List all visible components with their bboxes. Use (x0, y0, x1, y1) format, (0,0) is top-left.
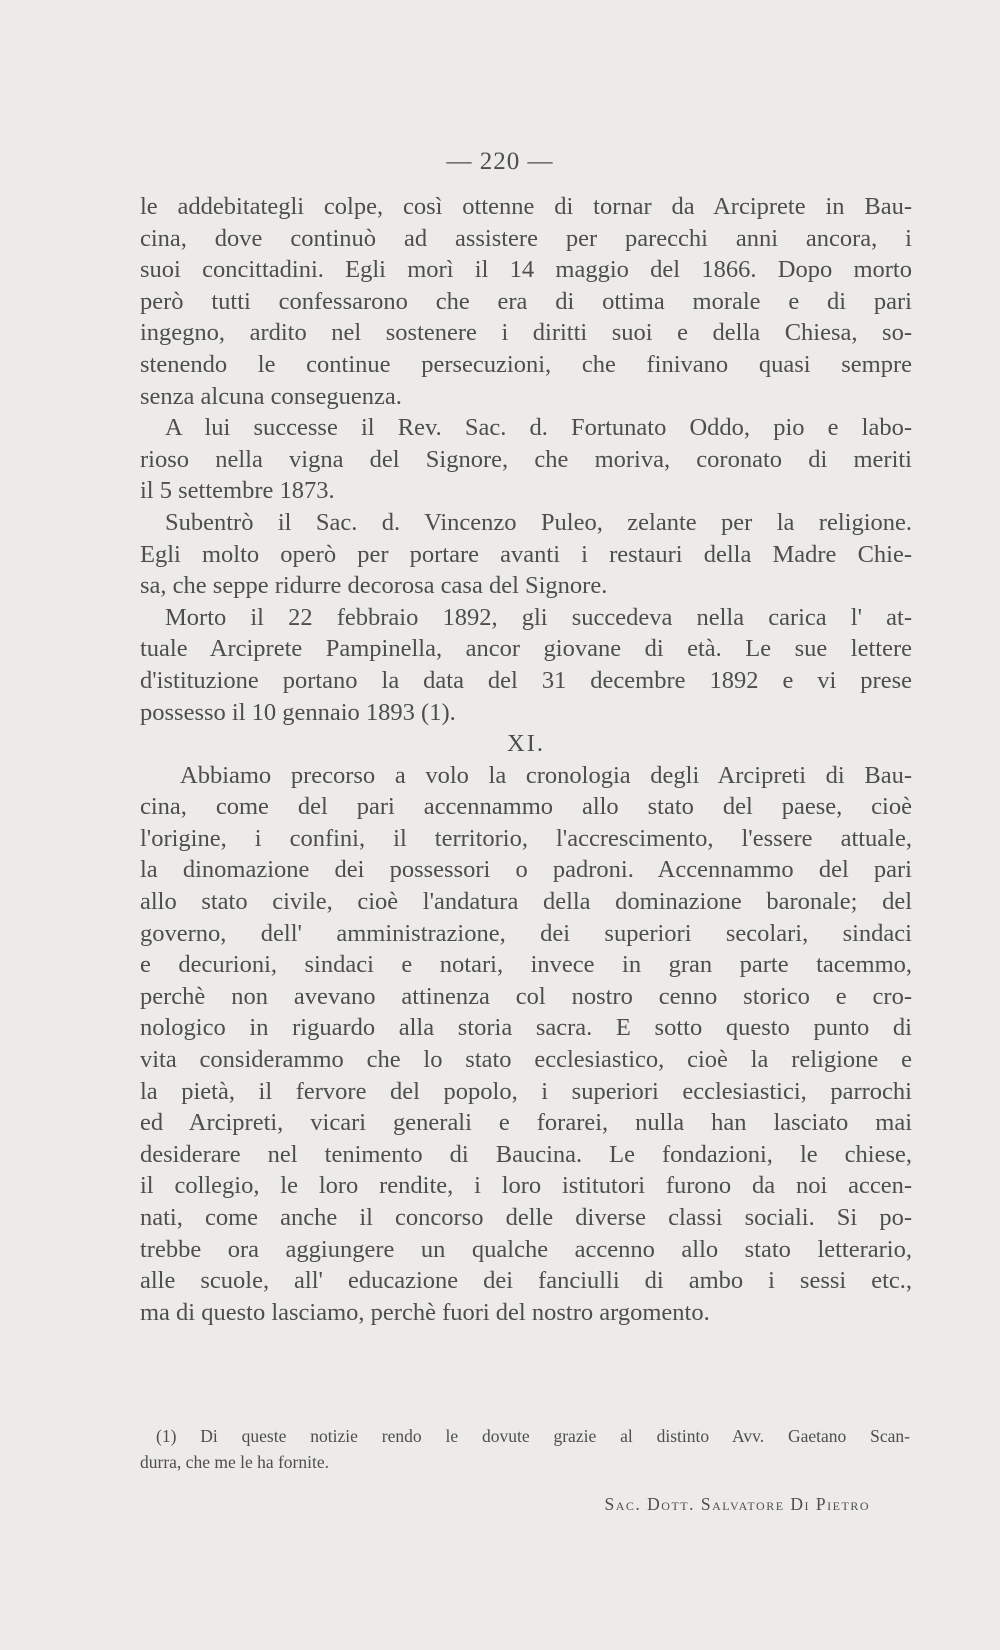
text-line: il 5 settembre 1873. (140, 477, 335, 505)
section-heading: XI. (507, 730, 545, 758)
footnote (140, 1423, 910, 1475)
main-text (140, 191, 912, 1328)
text-line: cina, dove continuò ad assistere per parecchi anni ancora, i (140, 224, 912, 252)
footnote-line: durra, che me le ha fornite. (140, 1452, 330, 1472)
text-line: nati, come anche il concorso delle diverse classi sociali. Si po- (140, 1204, 912, 1231)
text-line: Abbiamo precorso a volo la cronologia degli Arcipreti di Bau- (180, 761, 912, 789)
text-line: d'istituzione portano la data del 31 decembre 1892 e vi prese (140, 666, 912, 694)
text-line: la dinomazione dei possessori o padroni. Accennammo del pari (140, 856, 912, 884)
paragraph-group-2 (140, 760, 912, 1329)
text-line: governo, dell' amministrazione, dei superiori secolari, sindaci (140, 919, 912, 947)
footnote-line: (1) Di queste notizie rendo le dovute grazie al distinto Avv. Gaetano Scan- (156, 1426, 910, 1446)
text-line: sa, che seppe ridurre decorosa casa del Signore. (140, 572, 608, 600)
text-line: vita considerammo che lo stato ecclesiastico, cioè la religione e (140, 1046, 912, 1074)
author-signature: Sac. Dott. Salvatore Di Pietro (604, 1494, 870, 1514)
text-line: però tutti confessarono che era di ottima morale e di pari (140, 287, 912, 315)
text-line: e decurioni, sindaci e notari, invece in gran parte tacemmo, (140, 951, 912, 979)
text-line: nologico in riguardo alla storia sacra. E sotto questo punto di (140, 1014, 912, 1042)
text-line: stenendo le continue persecuzioni, che finivano quasi sempre (140, 350, 912, 378)
text-line: rioso nella vigna del Signore, che moriva, coronato di meriti (140, 445, 912, 473)
text-line: l'origine, i confini, il territorio, l'accrescimento, l'essere attuale, (140, 824, 912, 852)
text-line: senza alcuna conseguenza. (140, 382, 402, 410)
text-line: il collegio, le loro rendite, i loro istitutori furono da noi accen- (140, 1172, 912, 1200)
text-line: la pietà, il fervore del popolo, i superiori ecclesiastici, parrochi (140, 1077, 912, 1105)
text-line: trebbe ora aggiungere un qualche accenno allo stato letterario, (140, 1235, 912, 1263)
text-line: desiderare nel tenimento di Baucina. Le fondazioni, le chiese, (140, 1140, 912, 1168)
text-line: le addebitategli colpe, così ottenne di tornar da Arciprete in Bau- (140, 193, 912, 220)
paragraph-group-1 (140, 191, 912, 728)
text-line: A lui successe il Rev. Sac. d. Fortunato Oddo, pio e labo- (165, 414, 912, 442)
text-line: ma di questo lasciamo, perchè fuori del nostro argomento. (140, 1298, 710, 1326)
text-line: Egli molto operò per portare avanti i restauri della Madre Chie- (140, 540, 912, 568)
text-line: possesso il 10 gennaio 1893 (1). (140, 698, 456, 726)
page-number: — 220 — (446, 148, 554, 175)
text-line: ed Arcipreti, vicari generali e forarei, nulla han lasciato mai (140, 1109, 912, 1137)
text-line: allo stato civile, cioè l'andatura della dominazione baronale; del (140, 888, 912, 916)
text-line: ingegno, ardito nel sostenere i diritti suoi e della Chiesa, so- (140, 319, 912, 347)
text-line: suoi concittadini. Egli morì il 14 maggio del 1866. Dopo morto (140, 256, 912, 284)
text-line: alle scuole, all' educazione dei fanciulli di ambo i sessi etc., (140, 1267, 912, 1295)
text-line: Morto il 22 febbraio 1892, gli succedeva nella carica l' at- (165, 603, 912, 631)
text-line: Subentrò il Sac. d. Vincenzo Puleo, zelante per la religione. (165, 508, 912, 536)
text-line: cina, come del pari accennammo allo stato del paese, cioè (140, 793, 912, 821)
text-line: tuale Arciprete Pampinella, ancor giovane di età. Le sue lettere (140, 635, 912, 663)
text-line: perchè non avevano attinenza col nostro cenno storico e cro- (140, 982, 912, 1010)
